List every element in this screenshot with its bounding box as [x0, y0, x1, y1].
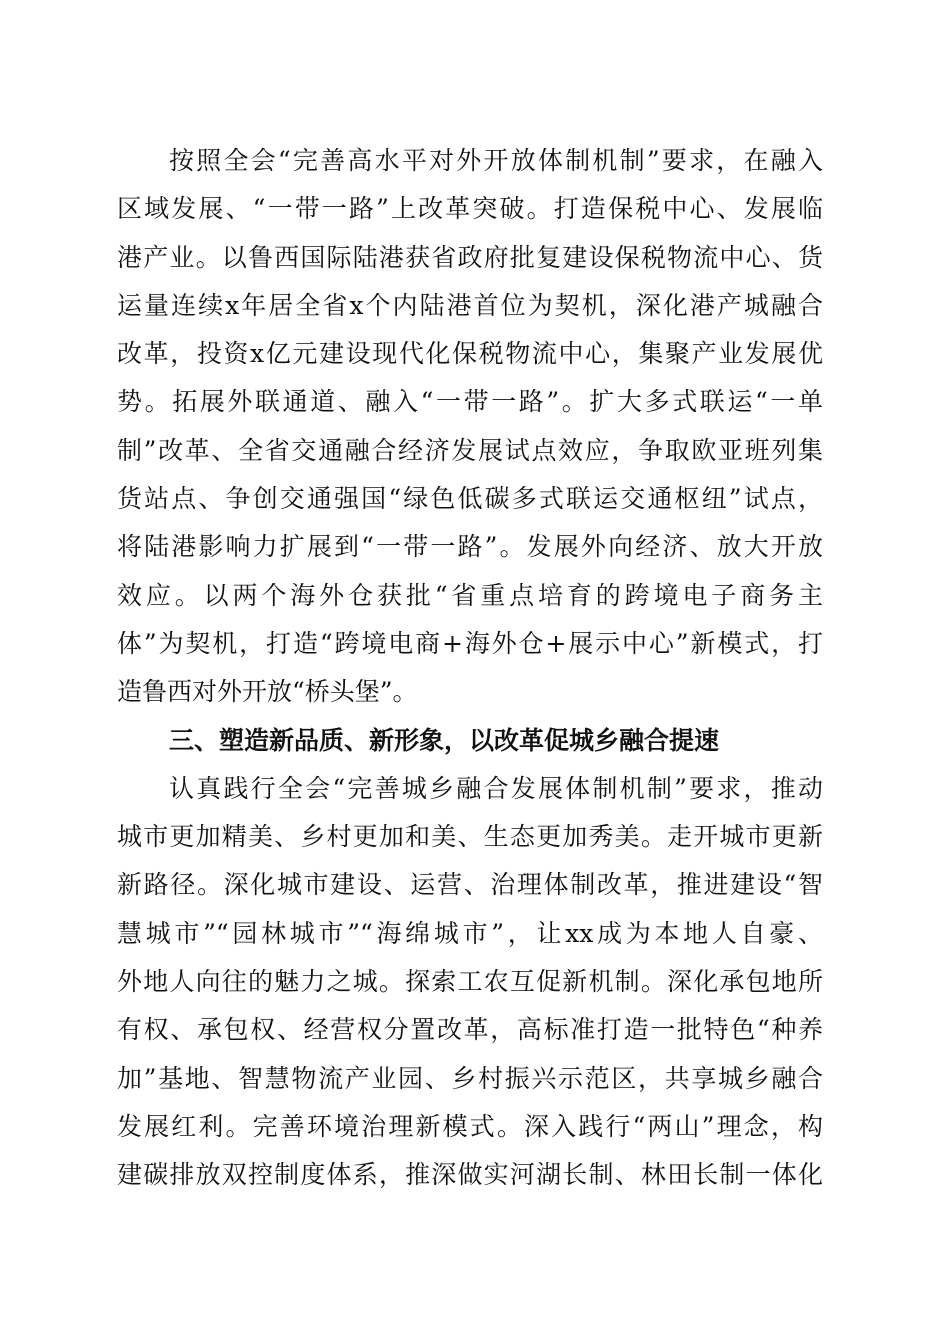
- paragraph-line: 运量连续x年居全省x个内陆港首位为契机，深化港产城融合: [117, 290, 823, 320]
- paragraph-line: 城市更加精美、乡村更加和美、生态更加秀美。走开城市更新: [117, 822, 823, 852]
- paragraph-line: 建碳排放双控制度体系，推深做实河湖长制、林田长制一体化: [117, 1160, 823, 1190]
- paragraph-urban-rural: [117, 765, 823, 1200]
- paragraph-line: 发展红利。完善环境治理新模式。深入践行“两山”理念，构: [117, 1111, 823, 1141]
- paragraph-line: 体”为契机，打造“跨境电商+海外仓+展示中心”新模式，打: [117, 628, 823, 658]
- section-heading: 三、塑造新品质、新形象，以改革促城乡融合提速: [169, 725, 720, 755]
- paragraph-line: 造鲁西对外开放“桥头堡”。: [117, 677, 418, 707]
- document-body: [117, 137, 823, 1200]
- paragraph-line: 有权、承包权、经营权分置改革，高标准打造一批特色“种养: [117, 1015, 823, 1045]
- paragraph-line: 制”改革、全省交通融合经济发展试点效应，争取欧亚班列集: [117, 435, 823, 465]
- paragraph-line: 按照全会“完善高水平对外开放体制机制”要求，在融入: [169, 146, 823, 175]
- paragraph-line: 势。拓展外联通道、融入“一带一路”。扩大多式联运“一单: [117, 387, 823, 417]
- paragraph-line: 外地人向往的魅力之城。探索工农互促新机制。深化承包地所: [117, 967, 823, 997]
- paragraph-line: 认真践行全会“完善城乡融合发展体制机制”要求，推动: [169, 773, 823, 803]
- paragraph-line: 区域发展、“一带一路”上改革突破。打造保税中心、发展临: [117, 194, 823, 224]
- paragraph-line: 将陆港影响力扩展到“一带一路”。发展外向经济、放大开放: [117, 532, 823, 562]
- paragraph-line: 货站点、争创交通强国“绿色低碳多式联运交通枢纽”试点，: [117, 484, 823, 514]
- paragraph-line: 改革，投资x亿元建设现代化保税物流中心，集聚产业发展优: [117, 339, 823, 369]
- paragraph-line: 港产业。以鲁西国际陆港获省政府批复建设保税物流中心、货: [117, 242, 823, 272]
- paragraph-line: 慧城市”“园林城市”“海绵城市”，让xx成为本地人自豪、: [117, 918, 823, 948]
- paragraph-line: 效应。以两个海外仓获批“省重点培育的跨境电子商务主: [117, 580, 823, 610]
- paragraph-line: 加”基地、智慧物流产业园、乡村振兴示范区，共享城乡融合: [117, 1063, 823, 1093]
- paragraph-opening-up: [117, 137, 823, 717]
- paragraph-line: 新路径。深化城市建设、运营、治理体制改革，推进建设“智: [117, 870, 823, 900]
